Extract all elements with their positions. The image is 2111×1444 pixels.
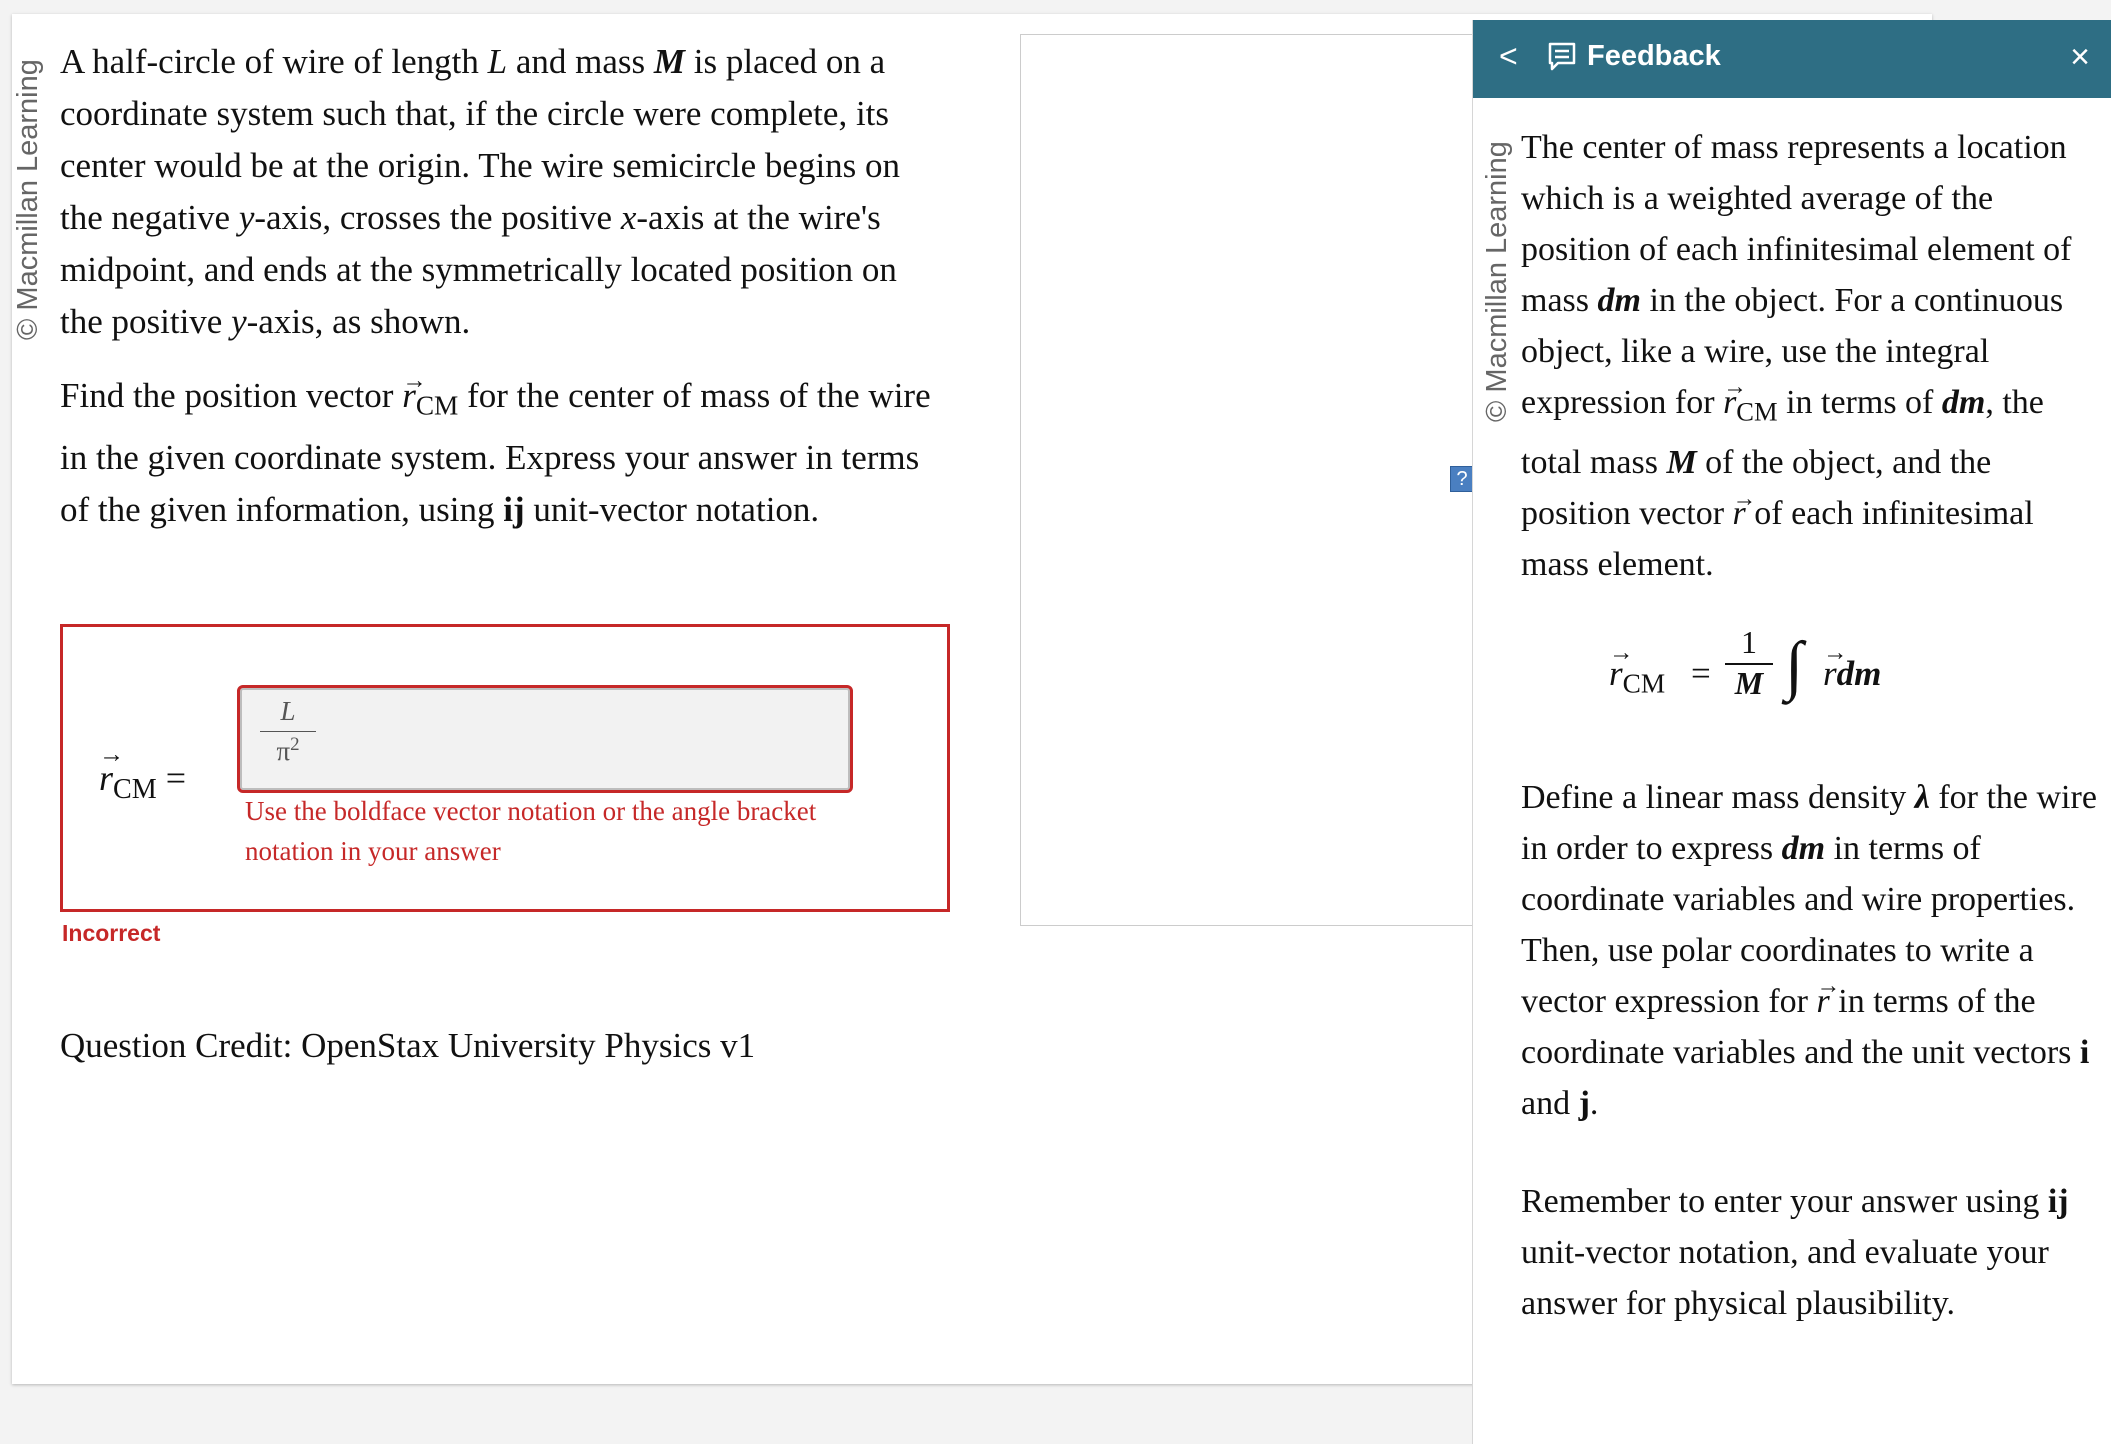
feedback-paragraph-1: The center of mass represents a location which is a weighted average of the position of each infinitesimal element of mass dm in the object. For a continuous object, like a wire, use the integral expression for → $r_{CM}$ in terms of dm, the total mass M of the object, and the position vector → r of each infinitesimal mass element. — [1521, 122, 2101, 590]
answer-area — [60, 624, 950, 912]
integral-sign: ∫ — [1785, 629, 1804, 702]
help-icon[interactable]: ? — [1450, 466, 1474, 492]
question-text — [60, 36, 940, 558]
feedback-paragraph-3: Remember to enter your answer using ij unit-vector notation, and evaluate your answer for physical plausibility. — [1521, 1183, 2069, 1322]
answer-status-incorrect: Incorrect — [62, 920, 161, 946]
answer-input[interactable] — [237, 685, 853, 793]
copyright-watermark: © Macmillan Learning — [12, 59, 44, 340]
validation-error-message: Use the boldface vector notation or the angle bracket notation in your answer — [245, 796, 817, 866]
center-of-mass-equation: → $r_{CM}$ = $\frac{1}{M}$ ∫ → rdm — [1609, 624, 1969, 734]
answer-label: → $r_{CM}$ = — [99, 757, 186, 806]
input-fraction: $\frac{L}{\pi^2}$ — [260, 696, 316, 767]
figure-frame — [1020, 34, 1474, 926]
close-icon[interactable]: × — [2070, 38, 2090, 76]
feedback-paragraph-2: Define a linear mass density λ for the wire in order to express dm in terms of coordinate variables and wire properties. Then, use polar coordinates to write a vector expression for → r in terms of the coordinate variables and the unit vectors i and j. — [1521, 772, 2101, 1129]
feedback-panel — [1472, 20, 2111, 1444]
copyright-watermark-feedback: © Macmillan Learning — [1481, 141, 1513, 422]
feedback-header — [1473, 20, 2111, 98]
back-chevron-icon[interactable]: < — [1499, 38, 1518, 74]
question-paragraph-2: Find the position vector → $r_{CM}$ for the center of mass of the wire in the given coordinate system. Express your answer in terms of the given information, using ij unit-vector notation. — [60, 370, 940, 536]
question-credit: Question Credit: OpenStax University Physics v1 — [60, 1026, 756, 1065]
feedback-comment-icon — [1547, 41, 1577, 71]
feedback-title: Feedback — [1587, 40, 1721, 72]
r-vector-symbol: → r — [402, 370, 416, 422]
question-paragraph-1: A half-circle of wire of length L and mass M is placed on a coordinate system such that, if the circle were complete, its center would be at the origin. The wire semicircle begins on the negative y-axis, crosses the positive x-axis at the wire's midpoint, and ends at the symmetrically located position on the positive y-axis, as shown. — [60, 42, 901, 341]
